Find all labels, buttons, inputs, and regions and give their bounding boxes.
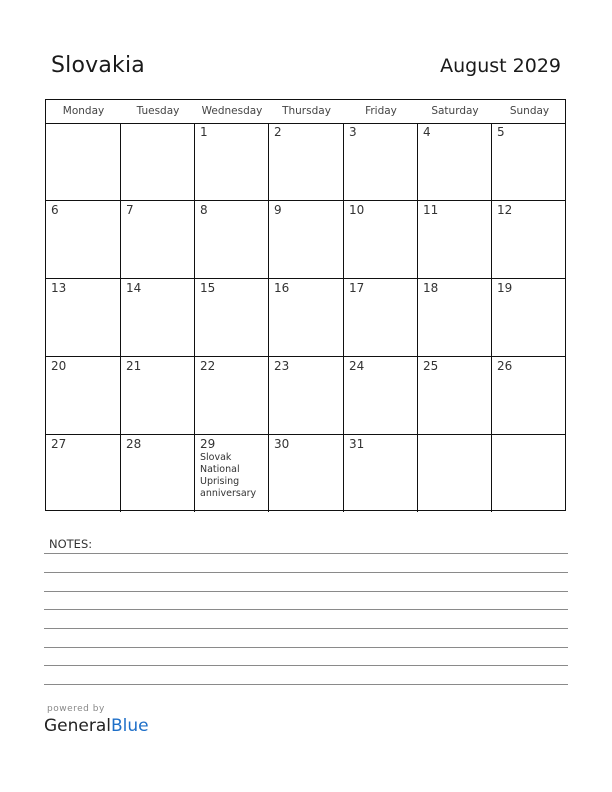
month-title: August 2029 [440, 55, 561, 77]
day-cell[interactable] [492, 357, 567, 434]
day-cell[interactable] [344, 123, 418, 200]
day-cell[interactable] [418, 123, 492, 200]
week-row [46, 435, 565, 512]
day-number: 26 [497, 359, 513, 373]
day-cell[interactable] [195, 435, 269, 512]
day-name-saturday: Saturday [431, 105, 479, 117]
day-number: 15 [200, 281, 216, 295]
day-number: 21 [126, 359, 142, 373]
day-cell[interactable] [46, 435, 121, 512]
day-number: 19 [497, 281, 513, 295]
day-cell[interactable] [269, 201, 344, 278]
day-number: 13 [51, 281, 67, 295]
day-number: 29 [200, 437, 216, 451]
day-cell[interactable] [418, 357, 492, 434]
day-number: 27 [51, 437, 67, 451]
day-cell[interactable] [46, 357, 121, 434]
day-number: 17 [349, 281, 365, 295]
day-number: 22 [200, 359, 216, 373]
note-line [44, 591, 568, 592]
day-cell[interactable] [344, 435, 418, 512]
note-line [44, 665, 568, 666]
notes-label: NOTES: [49, 537, 93, 551]
day-number: 23 [274, 359, 290, 373]
day-number: 3 [349, 125, 357, 139]
powered-by-text: powered by [47, 704, 105, 714]
day-number: 11 [423, 203, 439, 217]
day-cell[interactable] [121, 435, 195, 512]
day-number: 2 [274, 125, 282, 139]
day-number: 24 [349, 359, 365, 373]
day-cell[interactable] [121, 201, 195, 278]
day-number: 6 [51, 203, 59, 217]
note-line [44, 628, 568, 629]
day-cell[interactable] [121, 123, 195, 200]
day-number: 30 [274, 437, 290, 451]
day-number: 5 [497, 125, 505, 139]
calendar-grid [45, 99, 566, 511]
day-number: 4 [423, 125, 431, 139]
day-cell[interactable] [46, 201, 121, 278]
day-number: 16 [274, 281, 290, 295]
week-row [46, 279, 565, 357]
day-name-friday: Friday [365, 105, 397, 117]
day-cell[interactable] [418, 201, 492, 278]
day-cell[interactable] [195, 357, 269, 434]
day-number: 10 [349, 203, 365, 217]
day-cell[interactable] [269, 123, 344, 200]
day-cell[interactable] [195, 123, 269, 200]
day-number: 28 [126, 437, 142, 451]
day-number: 25 [423, 359, 439, 373]
day-cell[interactable] [121, 357, 195, 434]
day-cell[interactable] [344, 201, 418, 278]
day-cell[interactable] [492, 279, 567, 356]
day-number: 20 [51, 359, 67, 373]
day-name-wednesday: Wednesday [201, 105, 263, 117]
note-line [44, 572, 568, 573]
day-names-row [46, 100, 565, 124]
day-cell[interactable] [269, 357, 344, 434]
day-number: 12 [497, 203, 513, 217]
day-number: 31 [349, 437, 365, 451]
day-cell[interactable] [195, 201, 269, 278]
day-number: 18 [423, 281, 439, 295]
holiday-label: Slovak National Uprising anniversary [200, 452, 257, 499]
brand-logo [44, 716, 149, 736]
day-name-tuesday: Tuesday [136, 105, 180, 117]
day-cell[interactable] [121, 279, 195, 356]
week-row [46, 201, 565, 279]
day-number: 8 [200, 203, 208, 217]
country-title: Slovakia [51, 53, 145, 78]
day-name-thursday: Thursday [282, 105, 331, 117]
brand-general: General [44, 716, 111, 736]
note-line [44, 553, 568, 554]
note-line [44, 684, 568, 685]
brand-blue: Blue [111, 716, 149, 736]
day-cell[interactable] [195, 279, 269, 356]
week-row [46, 123, 565, 201]
day-cell[interactable] [269, 279, 344, 356]
day-name-monday: Monday [62, 105, 105, 117]
day-cell[interactable] [46, 123, 121, 200]
day-cell[interactable] [418, 435, 492, 512]
day-cell[interactable] [269, 435, 344, 512]
day-cell[interactable] [344, 279, 418, 356]
day-number: 14 [126, 281, 142, 295]
day-cell[interactable] [46, 279, 121, 356]
week-row [46, 357, 565, 435]
weeks [46, 123, 565, 512]
day-cell[interactable] [418, 279, 492, 356]
day-cell[interactable] [492, 201, 567, 278]
day-cell[interactable] [492, 435, 567, 512]
note-line [44, 647, 568, 648]
day-number: 1 [200, 125, 208, 139]
note-line [44, 609, 568, 610]
day-number: 9 [274, 203, 282, 217]
day-number: 7 [126, 203, 134, 217]
day-cell[interactable] [492, 123, 567, 200]
day-name-sunday: Sunday [509, 105, 550, 117]
day-cell[interactable] [344, 357, 418, 434]
